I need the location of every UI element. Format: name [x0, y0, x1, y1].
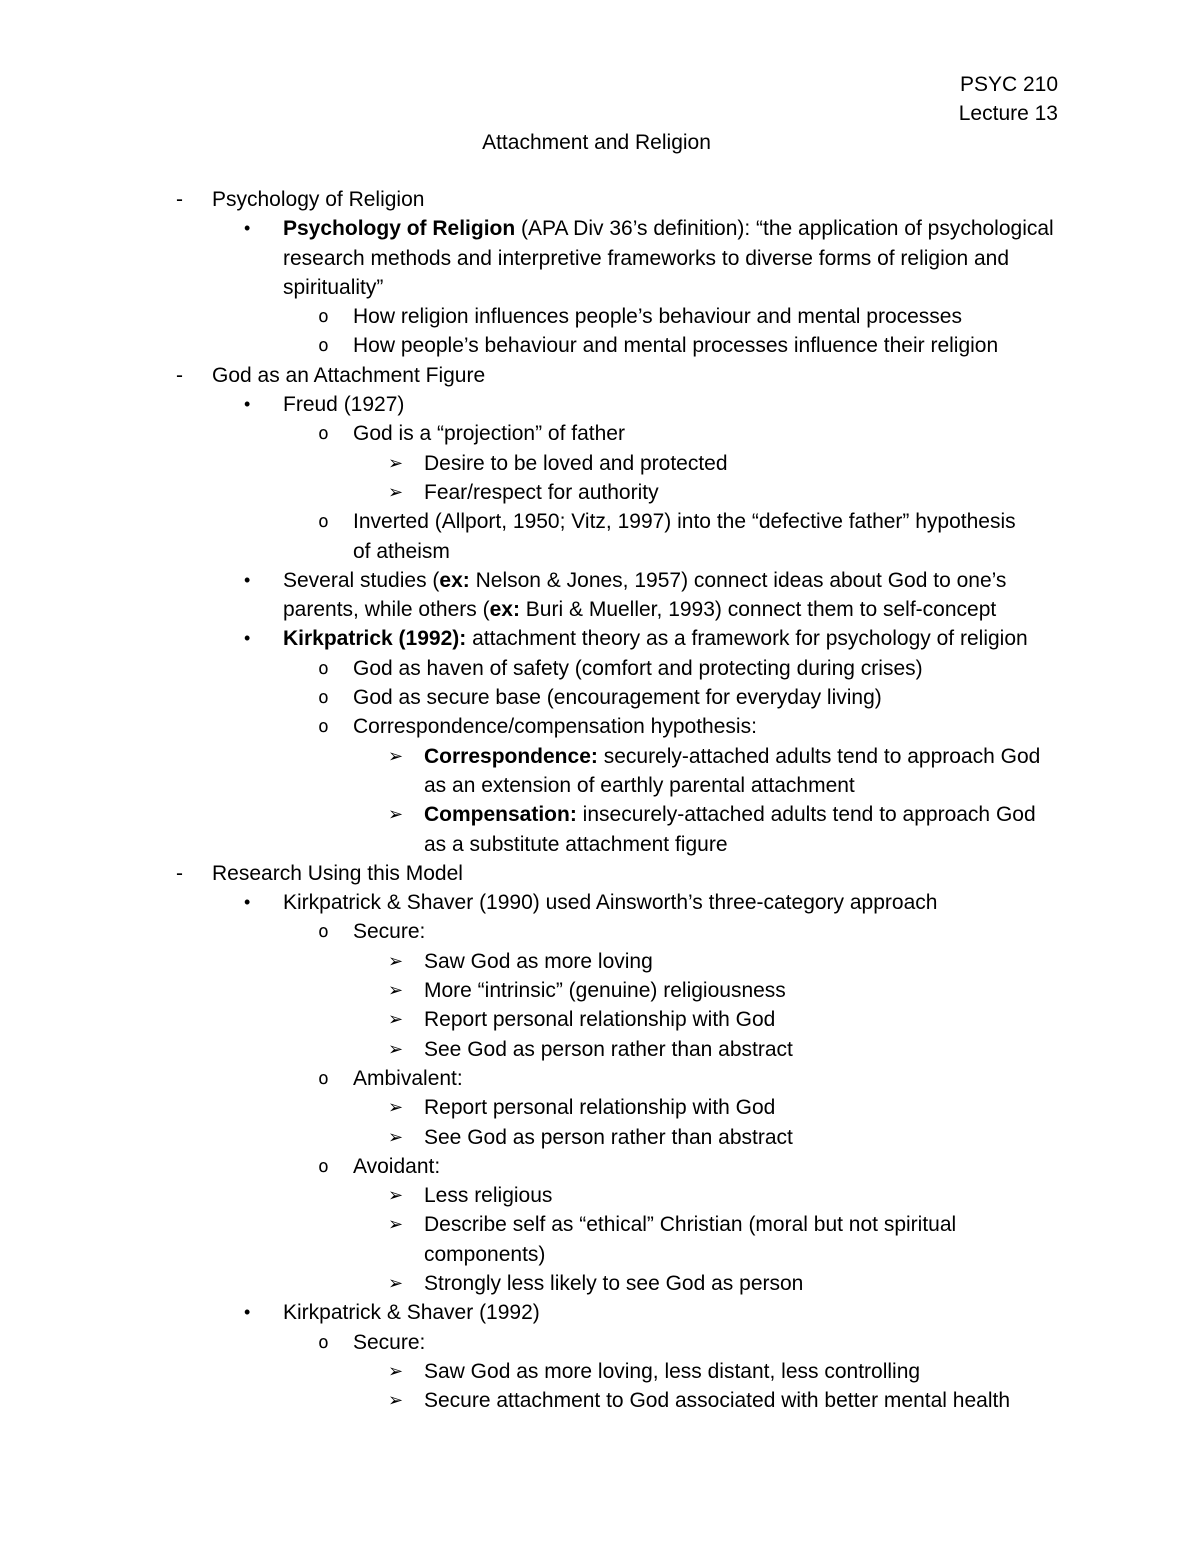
text-part: securely-attached adults tend to approach God — [597, 744, 1041, 768]
outline-list — [0, 185, 1200, 1415]
list-text: components) — [424, 1242, 546, 1266]
list-item — [0, 683, 1200, 712]
list-text: More “intrinsic” (genuine) religiousness — [424, 979, 786, 1003]
section-heading: God as an Attachment Figure — [212, 363, 486, 387]
list-item-continuation — [0, 537, 1200, 566]
arrow-marker-icon: ➢ — [388, 1185, 404, 1206]
circle-marker: o — [318, 1331, 329, 1353]
list-item — [0, 1357, 1200, 1386]
list-item — [0, 449, 1200, 478]
list-item — [0, 1269, 1200, 1298]
text-part: Several studies ( — [283, 568, 440, 592]
list-text: Inverted (Allport, 1950; Vitz, 1997) into the “defective father” hypothesis — [353, 510, 1016, 534]
list-item — [0, 390, 1200, 419]
list-item — [0, 712, 1200, 741]
list-item — [0, 419, 1200, 448]
arrow-marker-icon: ➢ — [388, 745, 404, 766]
list-text: God is a “projection” of father — [353, 422, 625, 446]
list-text: How religion influences people’s behaviour and mental processes — [353, 305, 962, 329]
list-item — [0, 507, 1200, 536]
circle-marker: o — [318, 423, 329, 445]
arrow-marker-icon: ➢ — [388, 1126, 404, 1147]
list-text: Strongly less likely to see God as person — [424, 1271, 804, 1295]
list-item — [0, 800, 1200, 829]
list-text — [424, 742, 1040, 771]
bullet-marker: • — [244, 892, 251, 913]
list-item — [0, 947, 1200, 976]
list-item — [0, 624, 1200, 653]
bullet-marker: • — [244, 394, 251, 415]
list-text: Fear/respect for authority — [424, 480, 659, 504]
bold-term: Correspondence: — [424, 744, 598, 768]
list-item — [0, 302, 1200, 331]
bold-term: Compensation: — [424, 803, 577, 827]
text-part: insecurely-attached adults tend to approach God — [576, 803, 1036, 827]
arrow-marker-icon: ➢ — [388, 1214, 404, 1235]
list-text: Kirkpatrick & Shaver (1990) used Ainsworth’s three-category approach — [283, 891, 938, 915]
arrow-marker-icon: ➢ — [388, 980, 404, 1001]
list-text — [283, 566, 1006, 595]
list-item — [0, 566, 1200, 595]
list-item — [0, 654, 1200, 683]
list-item — [0, 1064, 1200, 1093]
list-item — [0, 1210, 1200, 1239]
list-text: Freud (1927) — [283, 393, 405, 417]
list-text: See God as person rather than abstract — [424, 1037, 793, 1061]
dash-marker: - — [176, 363, 183, 387]
circle-marker: o — [318, 1067, 329, 1089]
list-text: How people’s behaviour and mental processes influence their religion — [353, 334, 999, 358]
list-text: Secure: — [353, 1330, 426, 1354]
arrow-marker-icon: ➢ — [388, 1272, 404, 1293]
list-item — [0, 1181, 1200, 1210]
arrow-marker-icon: ➢ — [388, 1360, 404, 1381]
circle-marker: o — [318, 335, 329, 357]
list-item — [0, 917, 1200, 946]
page-title: Attachment and Religion — [482, 131, 711, 154]
list-item — [0, 1005, 1200, 1034]
list-item — [0, 1386, 1200, 1415]
dash-marker: - — [176, 861, 183, 885]
course-code: PSYC 210 — [959, 73, 1058, 96]
list-item-continuation — [0, 771, 1200, 800]
list-text — [283, 624, 1028, 653]
list-item-continuation — [0, 1240, 1200, 1269]
text-part: parents, while others ( — [283, 598, 490, 622]
arrow-marker-icon: ➢ — [388, 1009, 404, 1030]
bold-term: ex: — [489, 598, 520, 622]
list-text: of atheism — [353, 539, 450, 563]
bold-term: Kirkpatrick (1992): — [283, 627, 467, 651]
list-text: Less religious — [424, 1184, 553, 1208]
bullet-marker: • — [244, 1302, 251, 1323]
list-text: Saw God as more loving, less distant, less controlling — [424, 1359, 921, 1383]
list-text: Report personal relationship with God — [424, 1096, 776, 1120]
list-text: Describe self as “ethical” Christian (moral but not spiritual — [424, 1213, 957, 1237]
list-item — [0, 1298, 1200, 1327]
list-text: God as secure base (encouragement for everyday living) — [353, 686, 882, 710]
bold-term: Psychology of Religion — [283, 217, 516, 241]
arrow-marker-icon: ➢ — [388, 452, 404, 473]
list-text: Correspondence/compensation hypothesis: — [353, 715, 757, 739]
list-text: Secure attachment to God associated with better mental health — [424, 1389, 1011, 1413]
lecture-number: Lecture 13 — [958, 102, 1058, 125]
list-item — [0, 1093, 1200, 1122]
circle-marker: o — [318, 921, 329, 943]
list-item — [0, 1152, 1200, 1181]
list-item — [0, 742, 1200, 771]
list-text — [424, 800, 1036, 829]
circle-marker: o — [318, 511, 329, 533]
text-part: Buri & Mueller, 1993) connect them to self-concept — [519, 598, 997, 622]
list-item — [0, 859, 1200, 888]
list-text: Secure: — [353, 920, 426, 944]
circle-marker: o — [318, 1155, 329, 1177]
bullet-marker: • — [244, 628, 251, 649]
list-text-rest: (APA Div 36’s definition): “the application of psychological — [515, 217, 1054, 241]
circle-marker: o — [318, 687, 329, 709]
circle-marker: o — [318, 657, 329, 679]
list-text: See God as person rather than abstract — [424, 1125, 793, 1149]
circle-marker: o — [318, 716, 329, 738]
list-item — [0, 888, 1200, 917]
arrow-marker-icon: ➢ — [388, 1390, 404, 1411]
list-item-continuation — [0, 244, 1200, 273]
list-text: Kirkpatrick & Shaver (1992) — [283, 1301, 540, 1325]
text-part: Nelson & Jones, 1957) connect ideas about God to one’s — [469, 568, 1007, 592]
list-item — [0, 1123, 1200, 1152]
list-item-continuation — [0, 595, 1200, 624]
list-text: Saw God as more loving — [424, 949, 653, 973]
list-item — [0, 331, 1200, 360]
list-text: Report personal relationship with God — [424, 1008, 776, 1032]
list-text: God as haven of safety (comfort and protecting during crises) — [353, 656, 923, 680]
list-item-continuation — [0, 830, 1200, 859]
list-item — [0, 478, 1200, 507]
list-item — [0, 214, 1200, 243]
dash-marker: - — [176, 188, 183, 211]
list-text: Ambivalent: — [353, 1066, 463, 1090]
arrow-marker-icon: ➢ — [388, 804, 404, 825]
list-item — [0, 361, 1200, 390]
list-text: Desire to be loved and protected — [424, 451, 728, 475]
section-heading: Psychology of Religion — [212, 188, 425, 211]
bullet-marker: • — [244, 218, 251, 239]
list-item-continuation — [0, 273, 1200, 302]
arrow-marker-icon: ➢ — [388, 1097, 404, 1118]
list-text: Avoidant: — [353, 1154, 441, 1178]
arrow-marker-icon: ➢ — [388, 950, 404, 971]
bullet-marker: • — [244, 569, 251, 590]
list-text — [283, 214, 1054, 243]
list-text: research methods and interpretive frameworks to diverse forms of religion and — [283, 246, 1009, 270]
section-heading: Research Using this Model — [212, 861, 463, 885]
list-text: spirituality” — [283, 275, 384, 299]
list-text: as an extension of earthly parental attachment — [424, 773, 855, 797]
text-part: attachment theory as a framework for psychology of religion — [466, 627, 1028, 651]
list-item — [0, 185, 1200, 214]
bold-term: ex: — [439, 568, 470, 592]
list-item — [0, 1035, 1200, 1064]
list-item — [0, 976, 1200, 1005]
list-item — [0, 1328, 1200, 1357]
circle-marker: o — [318, 306, 329, 328]
list-text: as a substitute attachment figure — [424, 832, 728, 856]
arrow-marker-icon: ➢ — [388, 481, 404, 502]
arrow-marker-icon: ➢ — [388, 1038, 404, 1059]
list-text — [283, 595, 996, 624]
